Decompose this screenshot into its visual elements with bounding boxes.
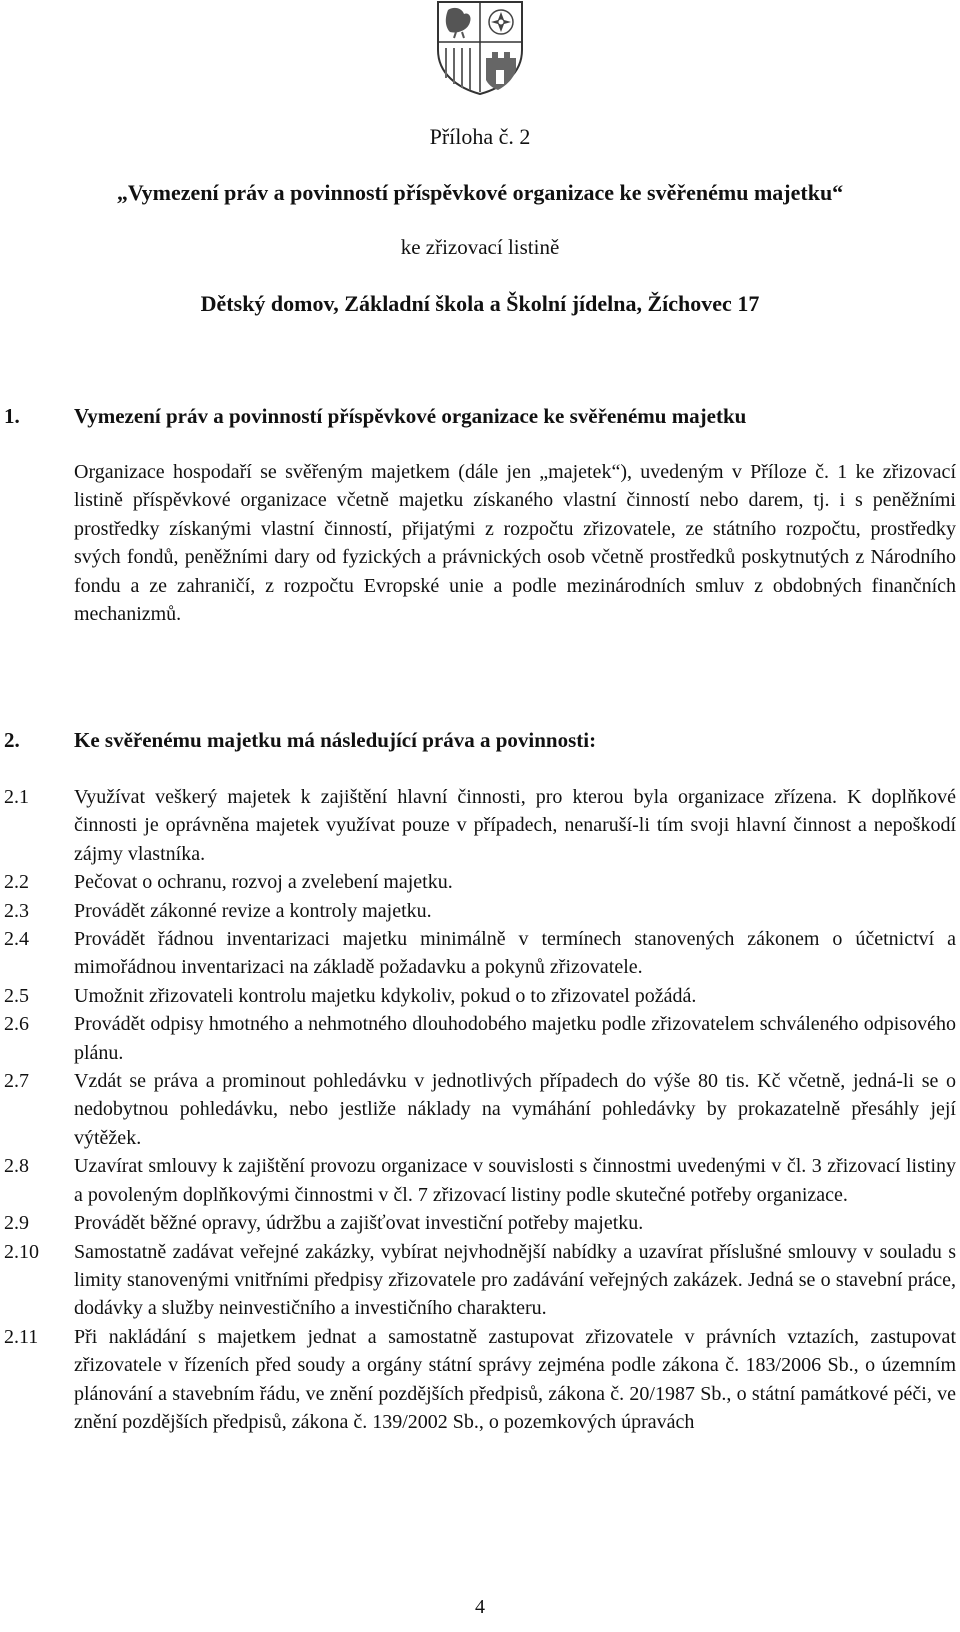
item-text: Provádět běžné opravy, údržbu a zajišťovat investiční potřeby majetku. (74, 1212, 644, 1235)
item-number: 2.9 (4, 1212, 29, 1235)
item-number: 2.3 (4, 899, 29, 922)
item-text: Při nakládání s majetkem jednat a samostatně zastupovat zřizovatele v právních vztazích, zastupovat zřizovatele v řízeních před soudy a orgány státní správy zejména podle zákona č. 183/2006 Sb., o územním plánování a stavebním řádu, ve znění pozdějších předpisů, zákona č. 20/1987 Sb., o státní památkové péči, ve znění pozdějších předpisů, zákona č. 139/2002 Sb., o pozemkových úpravách (74, 1325, 956, 1433)
item-number: 2.10 (4, 1240, 39, 1263)
list-item (0, 1209, 960, 1237)
item-text: Samostatně zadávat veřejné zakázky, vybírat nejvhodnější nabídky a uzavírat příslušné smlouvy v souladu s limity stanovenými vnitřními předpisy zřizovatele pro zadávání veřejných zakázek. Jedná se o stavební práce, dodávky a služby neinvestičního a investičního charakteru. (74, 1240, 956, 1320)
annex-label: Příloha č. 2 (429, 124, 531, 149)
section-title: Ke svěřenému majetku má následující práva a povinnosti: (74, 728, 597, 752)
item-text: Provádět odpisy hmotného a nehmotného dlouhodobého majetku podle zřizovatelem schváleného odpisového plánu. (74, 1013, 956, 1064)
item-number: 2.11 (4, 1325, 39, 1348)
item-text: Umožnit zřizovateli kontrolu majetku kdykoliv, pokud o to zřizovatel požádá. (74, 984, 697, 1007)
item-number: 2.8 (4, 1155, 29, 1178)
item-text: Vzdát se práva a prominout pohledávku v jednotlivých případech do výše 80 tis. Kč včetně, jedná-li se o nedobytnou pohledávku, nebo jestliže náklady na vymáhání pohledávky by prokazatelně přesáhly její výtěžek. (74, 1070, 956, 1149)
item-number: 2.6 (4, 1013, 29, 1036)
item-number: 2.2 (4, 871, 29, 894)
item-text: Využívat veškerý majetek k zajištění hlavní činnosti, pro kterou byla organizace zřízena. K doplňkové činnosti je oprávněna majetek využívat pouze v případech, nenaruší-li tím svoji hlavní činnost a nepoškodí zájmy vlastníka. (74, 786, 956, 865)
section-2-items (0, 783, 960, 1436)
coat-of-arms (434, 0, 526, 96)
list-item (0, 783, 960, 868)
list-item (0, 1323, 960, 1437)
document-subtitle: ke zřizovací listině (400, 235, 560, 259)
document-title: „Vymezení práv a povinností příspěvkové organizace ke svěřenému majetku“ (116, 180, 844, 205)
item-text: Uzavírat smlouvy k zajištění provozu organizace v souvislosti s činnostmi uvedenými v čl. 3 zřizovací listiny a povoleným doplňkovými činnostmi v čl. 7 zřizovací listiny podle skutečné potřeby organizace. (74, 1155, 956, 1206)
section-number: 2. (4, 728, 20, 752)
section-number: 1. (4, 404, 20, 428)
list-item (0, 925, 960, 982)
list-item (0, 1010, 960, 1067)
item-number: 2.1 (4, 786, 29, 808)
item-text: Provádět zákonné revize a kontroly majetku. (74, 899, 432, 922)
item-number: 2.4 (4, 928, 29, 951)
item-number: 2.7 (4, 1070, 29, 1093)
list-item (0, 1152, 960, 1209)
item-number: 2.5 (4, 984, 29, 1007)
list-item (0, 1238, 960, 1323)
list-item (0, 897, 960, 925)
item-text: Pečovat o ochranu, rozvoj a zvelebení majetku. (74, 871, 453, 894)
list-item (0, 868, 960, 896)
item-text: Provádět řádnou inventarizaci majetku minimálně v termínech stanovených zákonem o účetnictví a mimořádnou inventarizaci na základě požadavku a pokynů zřizovatele. (74, 928, 956, 979)
organization-name: Dětský domov, Základní škola a Školní jídelna, Žíchovec 17 (200, 291, 760, 316)
section-title: Vymezení práv a povinností příspěvkové organizace ke svěřenému majetku (74, 404, 747, 428)
section-1-paragraph: Organizace hospodaří se svěřeným majetkem (dále jen „majetek“), uvedeným v Příloze č. 1 ke zřizovací listině příspěvkové organizace včetně majetku získaného vlastní činností nebo darem, tj. i s peněžními prostředky získanými vlastní činností, přijatými z rozpočtu zřizovatele, ze státního rozpočtu, prostředky svých fondů, peněžními dary od fyzických a právnických osob včetně prostředků poskytnutých z Národního fondu a ze zahraničí, z rozpočtu Evropské unie a podle mezinárodních smluv z obdobných finančních mechanizmů. (74, 461, 956, 626)
list-item (0, 1067, 960, 1152)
list-item (0, 982, 960, 1010)
page-number: 4 (475, 1596, 485, 1618)
